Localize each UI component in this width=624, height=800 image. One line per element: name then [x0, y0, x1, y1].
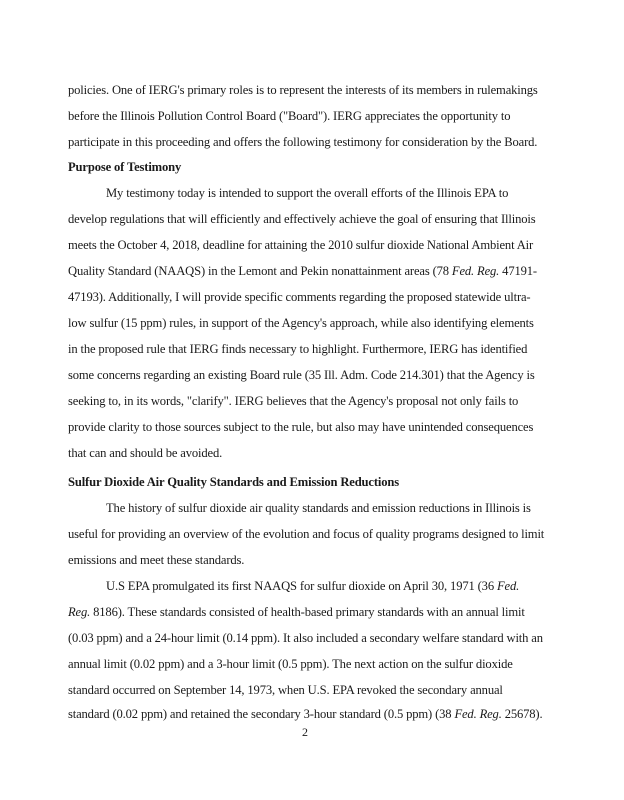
usepa-line-6-end: 25678). [501, 707, 543, 721]
purpose-heading: Purpose of Testimony [68, 160, 182, 174]
usepa-line-2-text: 8186). These standards consisted of health-based primary standards with an annual limit [90, 605, 525, 619]
purpose-line-2: develop regulations that will efficiently and effectively achieve the goal of ensuring that Illinois [68, 212, 536, 226]
sulfur-heading: Sulfur Dioxide Air Quality Standards and Emission Reductions [68, 475, 400, 489]
citation-reg: Reg. [68, 605, 91, 619]
purpose-line-5: 47193). Additionally, I will provide specific comments regarding the proposed statewide ultra- [68, 290, 531, 304]
citation-fed-reg: Fed. Reg. [451, 264, 500, 278]
usepa-line-2 [68, 604, 525, 620]
usepa-line-5: standard occurred on September 14, 1973, when U.S. EPA revoked the secondary annual [68, 683, 503, 697]
usepa-line-4: annual limit (0.02 ppm) and a 3-hour limit (0.5 ppm). The next action on the sulfur dioxide [68, 657, 513, 671]
citation-fed: Fed. [496, 579, 520, 593]
usepa-line-1 [106, 578, 519, 594]
intro-line-1: policies. One of IERG's primary roles is to represent the interests of its members in rulemakings [68, 83, 538, 97]
history-line-3: emissions and meet these standards. [68, 553, 245, 567]
purpose-line-4-end: 47191- [499, 264, 537, 278]
purpose-line-4 [68, 263, 537, 279]
intro-line-2: before the Illinois Pollution Control Board ("Board"). IERG appreciates the opportunity to [68, 109, 511, 123]
purpose-line-10: provide clarity to those sources subject to the rule, but also may have unintended consequences [68, 420, 534, 434]
usepa-line-6 [68, 706, 542, 722]
purpose-line-7: in the proposed rule that IERG finds necessary to highlight. Furthermore, IERG has identified [68, 342, 528, 356]
usepa-line-1-text: U.S EPA promulgated its first NAAQS for sulfur dioxide on April 30, 1971 (36 [106, 579, 497, 593]
purpose-line-4-text: Quality Standard (NAAQS) in the Lemont and Pekin nonattainment areas (78 [68, 264, 452, 278]
purpose-line-9: seeking to, in its words, "clarify". IERG believes that the Agency's proposal not only fails to [68, 394, 519, 408]
purpose-line-11: that can and should be avoided. [68, 446, 223, 460]
page-number: 2 [302, 725, 308, 739]
citation-fed-reg-2: Fed. Reg. [454, 707, 502, 721]
purpose-line-3: meets the October 4, 2018, deadline for attaining the 2010 sulfur dioxide National Ambient Air [68, 238, 534, 252]
usepa-line-3: (0.03 ppm) and a 24-hour limit (0.14 ppm). It also included a secondary welfare standard with an [68, 631, 543, 645]
intro-line-3: participate in this proceeding and offers the following testimony for consideration by the Board. [68, 135, 538, 149]
purpose-line-8: some concerns regarding an existing Board rule (35 Ill. Adm. Code 214.301) that the Agency is [68, 368, 535, 382]
purpose-line-6: low sulfur (15 ppm) rules, in support of the Agency's approach, while also identifying elements [68, 316, 534, 330]
history-line-1: The history of sulfur dioxide air quality standards and emission reductions in Illinois is [106, 501, 531, 515]
history-line-2: useful for providing an overview of the evolution and focus of quality programs designed to limit [68, 527, 545, 541]
purpose-line-1: My testimony today is intended to support the overall efforts of the Illinois EPA to [106, 186, 509, 200]
usepa-line-6-text: standard (0.02 ppm) and retained the secondary 3-hour standard (0.5 ppm) (38 [68, 707, 455, 721]
